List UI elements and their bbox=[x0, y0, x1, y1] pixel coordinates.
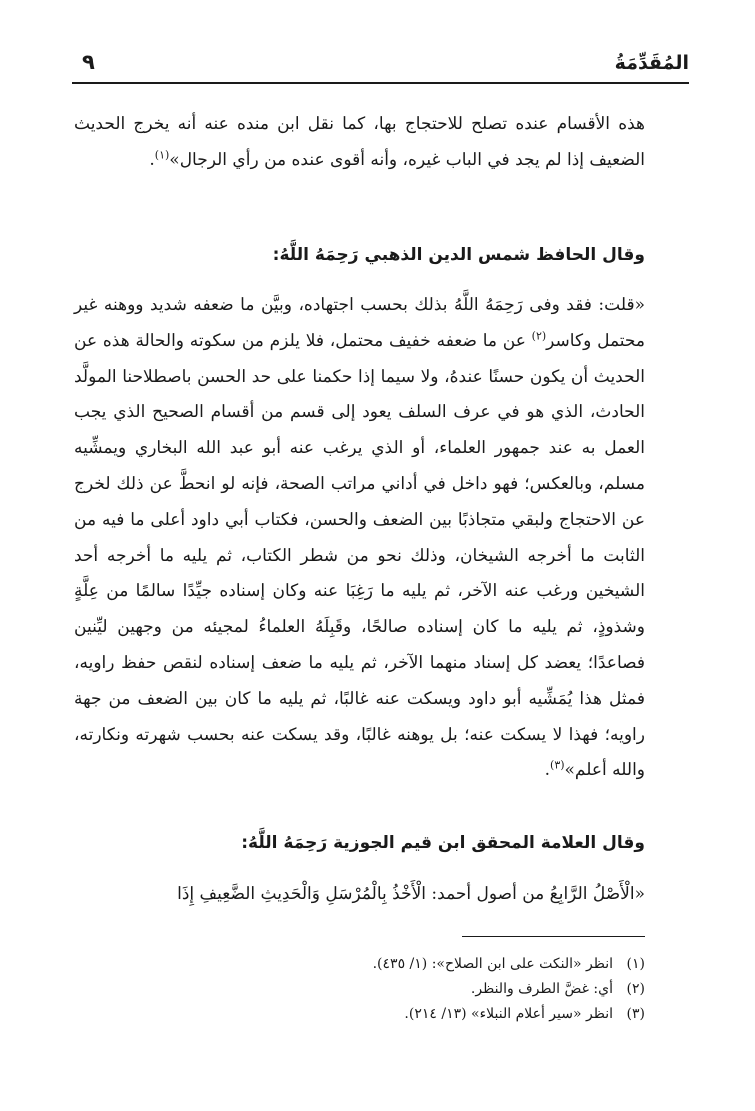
footnote-number: (٣) bbox=[626, 1006, 645, 1022]
footnote-text: أي: غضَّ الطرف والنظر. bbox=[470, 981, 613, 997]
footnote-text: انظر «النكت على ابن الصلاح»: (١/ ٤٣٥). bbox=[372, 956, 613, 972]
footnote-1 bbox=[200, 952, 645, 977]
paragraph-1 bbox=[74, 106, 645, 178]
paragraph-1-text: هذه الأقسام عنده تصلح للاحتجاج بها، كما نقل ابن منده عنه أنه يخرج الحديث الضعيف إذا لم يجد في الباب غيره، وأنه أقوى عنده من رأي الرجال» bbox=[74, 114, 645, 170]
page-number: ٩ bbox=[82, 50, 95, 74]
footnote-text: انظر «سير أعلام النبلاء» (١٣/ ٢١٤). bbox=[404, 1006, 613, 1022]
footnote-2 bbox=[200, 977, 645, 1002]
paragraph-2-end: . bbox=[544, 760, 551, 781]
footnote-ref-1: (١) bbox=[154, 148, 170, 162]
footnotes bbox=[200, 952, 645, 1027]
page-header bbox=[72, 48, 689, 84]
footnote-3 bbox=[200, 1002, 645, 1027]
heading-dhahabi: وقال الحافظ شمس الدين الذهبي رَحِمَهُ اللَّهُ: bbox=[272, 245, 645, 265]
paragraph-2-text-b: عن ما ضعفه خفيف محتمل، فلا يلزم من سكوته والحالة هذه عن الحديث أن يكون حسنًا عندهُ، ولا سيما إذا حكمنا على حد الحسن باصطلاحنا المولَّد الحادث، الذي هو في عرف السلف يعود إلى قسم من أقسام الصحيح الذي يجب العمل به عند جمهور العلماء، أو الذي يرغب عنه أبو عبد الله البخاري ويمشِّيه مسلم، وبالعكس؛ فهو داخل في أداني مراتب الصحة، فإنه لو انحطَّ عن ذلك لخرج عن الاحتجاج ولبقي متجاذبًا بين الضعف والحسن، فكتاب أبي داود أعلى ما فيه من الثابت ما أخرجه الشيخان، وذلك نحو من شطر الكتاب، ثم يليه ما أخرجه أحد الشيخين ورغب عنه الآخر، ثم يليه ما رَغِبَا عنه وكان إسناده جيِّدًا سالمًا من عِلَّةٍ وشذوذٍ، ثم يليه ما كان إسناده صالحًا، وقَبِلَهُ العلماءُ لمجيئه من وجهين ليِّنين فصاعدًا؛ يعضد كل إسناد منهما الآخر، ثم يليه ما ضعف إسناده لنقص حفظ راويه، فمثل هذا يُمَشِّيه أبو داود ويسكت عنه غالبًا، ثم يليه ما كان بين الضعف من جهة راويه؛ فهذا لا يسكت عنه؛ بل يوهنه غالبًا، وقد يسكت عنه بحسب شهرته ونكارته، والله أعلم» bbox=[74, 330, 645, 781]
footnote-ref-2: (٢) bbox=[531, 329, 547, 343]
paragraph-3: «الْأَصْلُ الرَّابِعُ من أصول أحمد: الْأَخْذُ بِالْمُرْسَلِ وَالْحَدِيثِ الضَّعِيفِ إِذَا bbox=[177, 884, 645, 904]
paragraph-2-text-a: «قلت: فقد وفى رَحِمَهُ اللَّهُ بذلك بحسب اجتهاده، وبيَّن ما ضعفه شديد ووهنه غير محتمل وكاسر bbox=[74, 295, 645, 351]
paragraph-1-end: . bbox=[149, 150, 155, 170]
footnote-divider bbox=[462, 936, 645, 937]
chapter-title: المُقَدِّمَةُ bbox=[614, 52, 689, 74]
heading-ibn-qayyim: وقال العلامة المحقق ابن قيم الجوزية رَحِمَهُ اللَّهُ: bbox=[241, 833, 645, 853]
paragraph-2 bbox=[74, 288, 645, 789]
footnote-number: (٢) bbox=[626, 981, 645, 997]
footnote-ref-3: (٣) bbox=[550, 758, 565, 772]
footnote-number: (١) bbox=[626, 956, 645, 972]
